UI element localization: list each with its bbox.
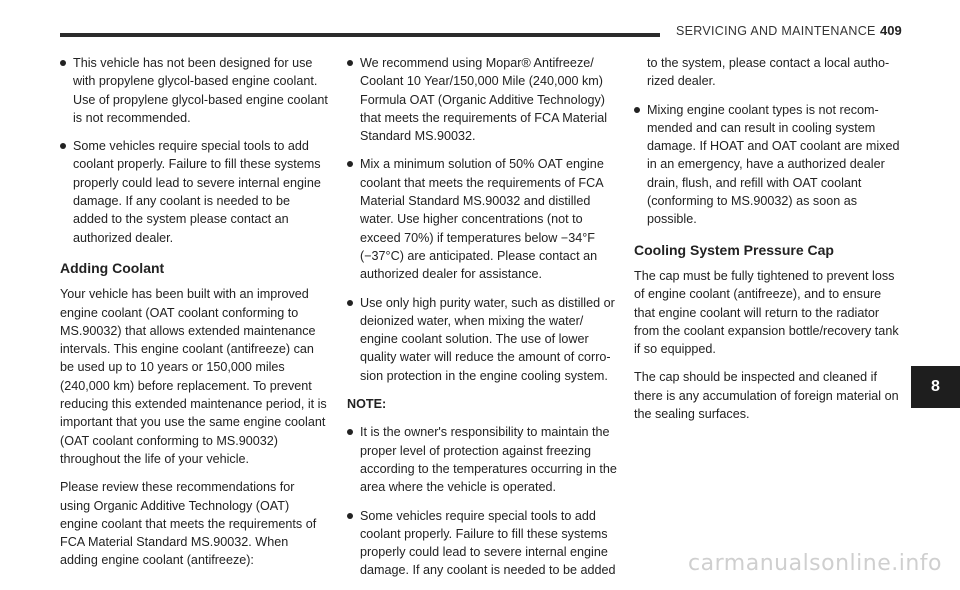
list-item: Some vehicles require special tools to add coolant properly. Failure to fill these systems properly could lead to severe internal engine damage. If any coolant is needed to be added to the system please contact an authorized dealer. (60, 137, 328, 247)
section-heading-adding-coolant: Adding Coolant (60, 259, 165, 276)
list-item: We recommend using Mopar® Antifreeze/ Coolant 10 Year/150,000 Mile (240,000 km) Formula OAT (Organic Additive Technology) that meets the requirements of FCA Material Standard MS.90032. (347, 54, 617, 145)
list-item: Some vehicles require special tools to add coolant properly. Failure to fill these systems properly could lead to severe internal engine damage. If any coolant is needed to be added (347, 507, 617, 580)
note-label: NOTE: (347, 397, 387, 412)
chapter-tab: 8 (911, 366, 960, 408)
column-2 (347, 54, 617, 590)
paragraph: The cap must be fully tightened to prevent loss of engine coolant (antifreeze), and to ensure that engine coolant will return to the radiator from the coolant expansion bottle/recovery tank if so equipped. (634, 268, 899, 357)
page-number: 409 (880, 23, 902, 38)
list-item: Mix a minimum solution of 50% OAT engine coolant that meets the requirements of FCA Material Standard MS.90032 and distilled water. Use higher concentrations (not to exceed 70%) if temperatures below −34°F (−37°C) are anticipated. Please contact an authorized dealer for assistance. (347, 155, 617, 283)
section-heading-pressure-cap: Cooling System Pressure Cap (634, 241, 834, 258)
column-3 (634, 54, 902, 433)
paragraph: Please review these recommendations for using Organic Additive Technology (OAT) engine coolant that meets the requirements of FCA Material Standard MS.90032. When adding engine coolant (antifreeze): (60, 480, 317, 568)
list-item: Use only high purity water, such as distilled or deionized water, when mixing the water/ engine coolant solution. The use of lower quality water will reduce the amount of corro- sion protection in the engine cooling system. (347, 294, 617, 385)
watermark: carmanualsonline.info (688, 551, 942, 576)
list-item: It is the owner's responsibility to maintain the proper level of protection against freezing according to the temperatures occurring in the area where the vehicle is operated. (347, 423, 617, 496)
header-rule (60, 33, 660, 37)
section-title: SERVICING AND MAINTENANCE (676, 24, 876, 38)
paragraph: Your vehicle has been built with an improved engine coolant (OAT coolant conforming to MS.90032) that allows extended maintenance intervals. This engine coolant (antifreeze) can be used up to 10 years or 150,000 miles (240,000 km) before replacement. To prevent reducing this extended maintenance period, it is important that you use the same engine coolant (OAT coolant conforming to MS.90032) throughout the life of your vehicle. (60, 287, 327, 466)
list-item: Mixing engine coolant types is not recom- mended and can result in cooling system damage. If HOAT and OAT coolant are mixed in an emergency, have a authorized dealer drain, flush, and refill with OAT coolant (conforming to MS.90032) as soon as possible. (634, 101, 902, 229)
list-item: This vehicle has not been designed for use with propylene glycol-based engine coolant. Use of propylene glycol-based engine coolant is not recommended. (60, 54, 328, 127)
column-1 (60, 54, 328, 580)
paragraph: The cap should be inspected and cleaned if there is any accumulation of foreign material on the sealing surfaces. (634, 370, 899, 422)
continued-list-item: to the system, please contact a local autho- rized dealer. (647, 56, 890, 89)
